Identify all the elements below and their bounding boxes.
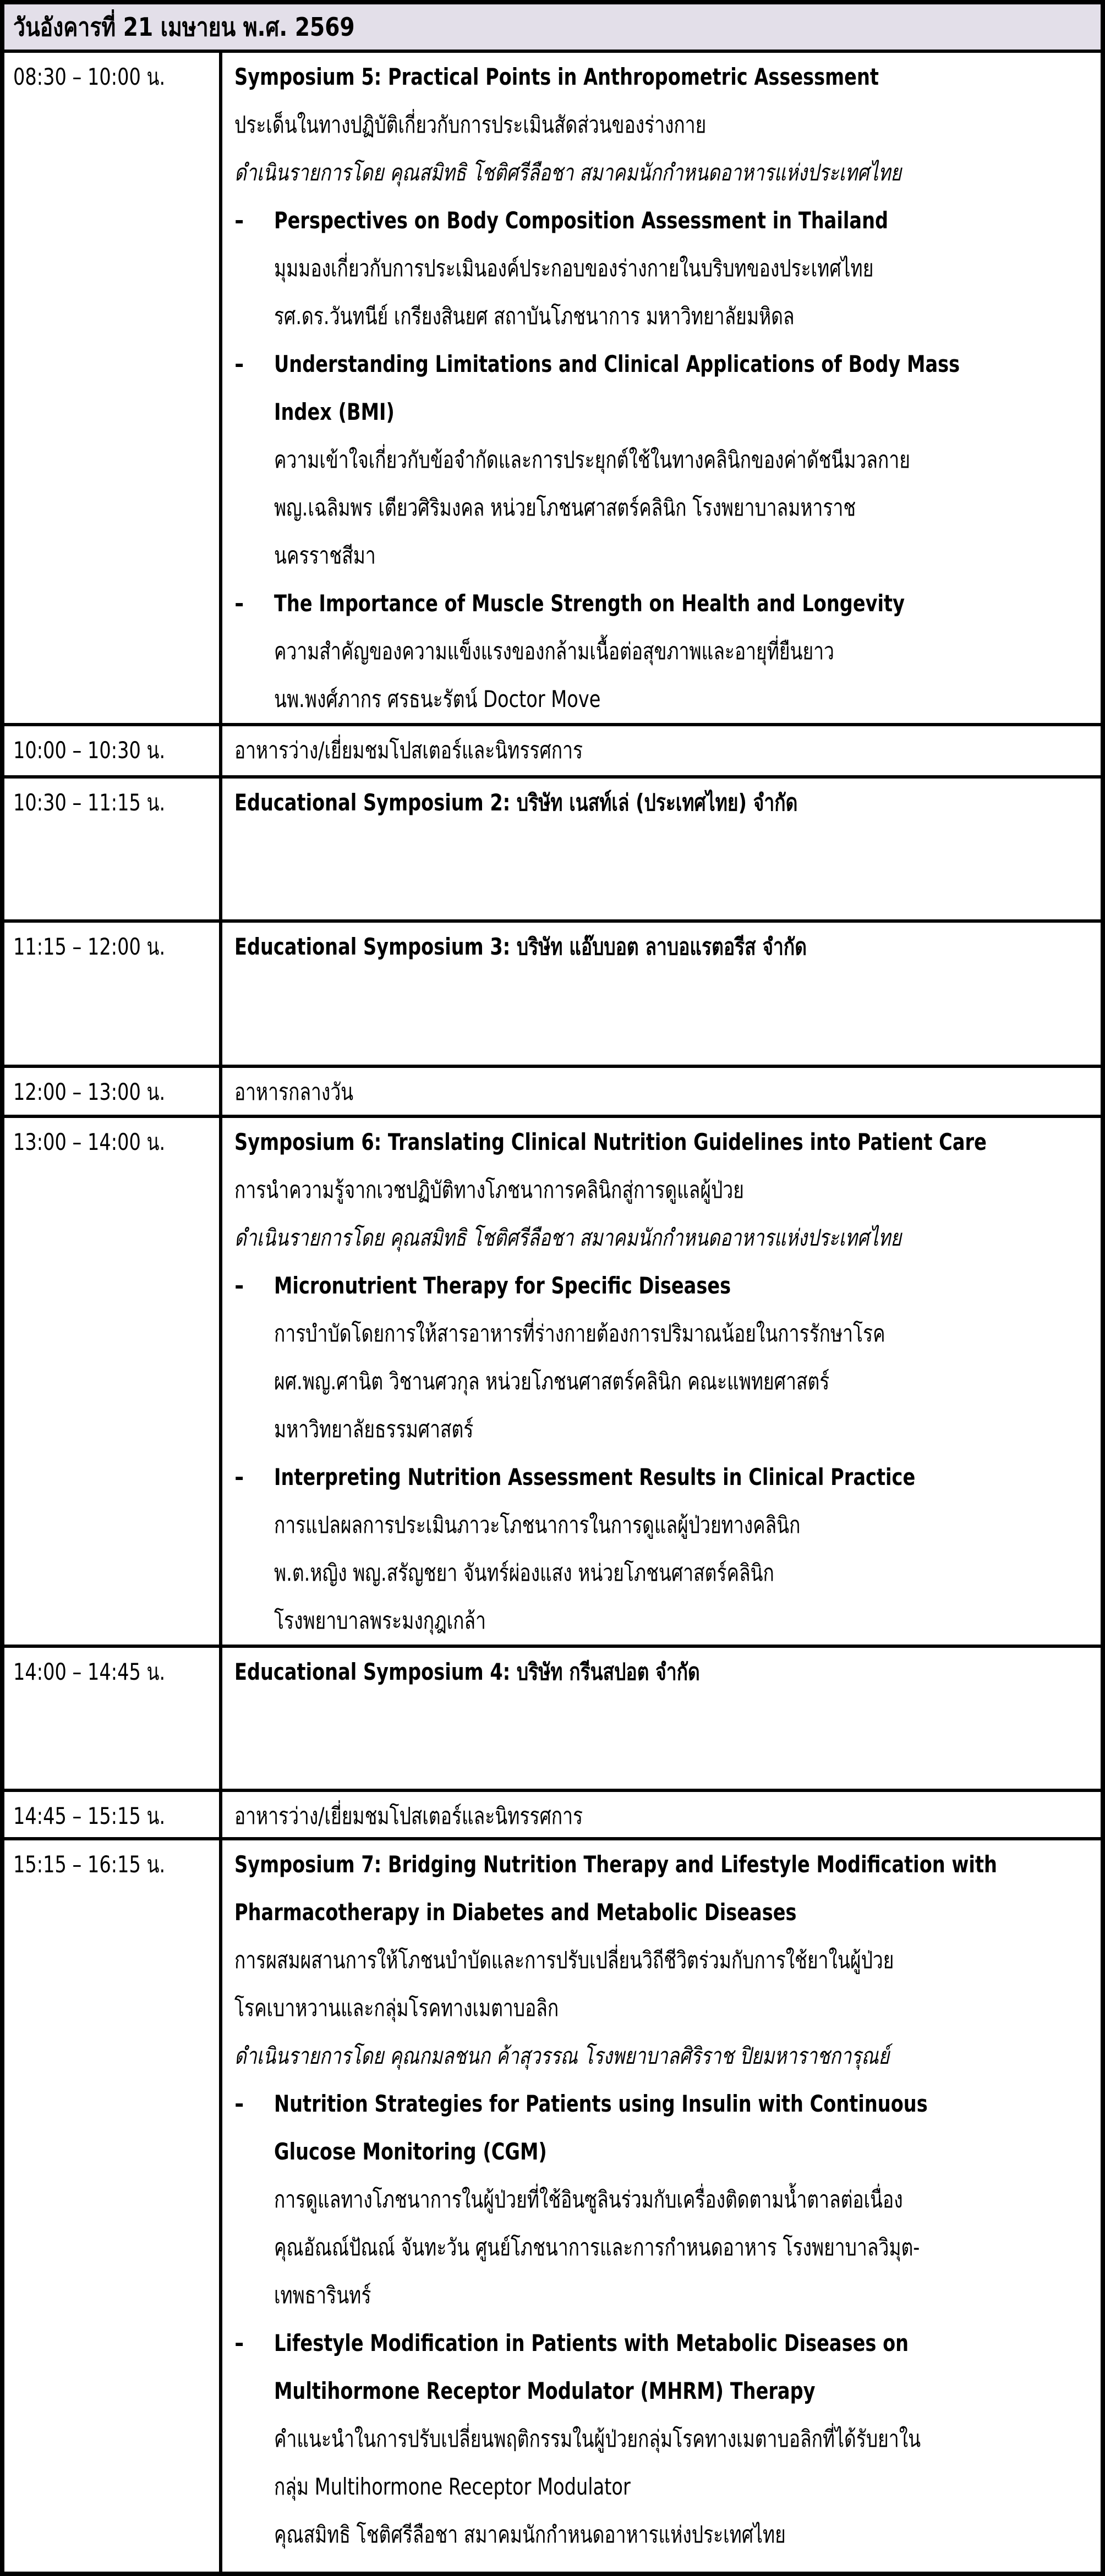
session-title: Symposium 5: Practical Points in Anthropometric Assessment	[234, 63, 879, 90]
moderator-line: ดำเนินรายการโดย คุณสมิทธิ โชติศรีลือชา สมาคมนักกำหนดอาหารแห่งประเทศไทย	[234, 1224, 902, 1251]
topic-detail-line: โรงพยาบาลพระมงกุฎเกล้า	[274, 1607, 486, 1634]
time-cell	[4, 1068, 222, 1115]
topic-detail-line-row	[234, 1309, 1101, 1357]
time-label: 10:00 – 10:30 น.	[13, 737, 166, 764]
session-subtitle-thai-row	[234, 1984, 1101, 2032]
topic-title-continuation: Multihormone Receptor Modulator (MHRM) Therapy	[274, 2377, 816, 2404]
session-subtitle-thai: การนำความรู้จากเวชปฏิบัติทางโภชนาการคลินิกสู่การดูแลผู้ป่วย	[234, 1176, 744, 1203]
topic-bullet-row	[234, 1453, 1101, 1501]
session-cell	[222, 1648, 1101, 1789]
session-subtitle-thai-row	[234, 101, 1101, 149]
time-cell	[4, 1648, 222, 1789]
session-label-row	[234, 1068, 1101, 1115]
topic-detail-line: การบำบัดโดยการให้สารอาหารที่ร่างกายต้องการปริมาณน้อยในการรักษาโรค	[274, 1320, 885, 1347]
session-cell	[222, 726, 1101, 775]
topic-bullet-row	[234, 579, 1101, 627]
topic-detail-line: กลุ่ม Multihormone Receptor Modulator	[274, 2473, 631, 2500]
topic-detail-line-row	[234, 292, 1101, 340]
schedule-row	[4, 923, 1101, 1068]
session-subtitle-thai-row	[234, 1936, 1101, 1984]
topic-detail-line-row	[234, 531, 1101, 579]
session-label-row	[234, 726, 1101, 774]
topic-bullet-row	[234, 2080, 1101, 2128]
session-subtitle-thai-row	[234, 1166, 1101, 1214]
time-label: 13:00 – 14:00 น.	[13, 1128, 166, 1155]
topic-detail-line-row	[234, 436, 1101, 484]
moderator-line-row	[234, 1214, 1101, 1262]
topic-detail-line: ผศ.พญ.ศานิต วิชานศวกุล หน่วยโภชนศาสตร์คลินิก คณะแพทยศาสตร์	[274, 1368, 830, 1395]
bullet-dash: -	[234, 207, 244, 234]
topic-detail-line-row	[234, 244, 1101, 292]
topic-detail-line-row	[234, 627, 1101, 675]
time-cell	[4, 726, 222, 775]
moderator-line: ดำเนินรายการโดย คุณสมิทธิ โชติศรีลือชา สมาคมนักกำหนดอาหารแห่งประเทศไทย	[234, 159, 902, 186]
session-cell	[222, 53, 1101, 723]
session-title: Symposium 6: Translating Clinical Nutrition Guidelines into Patient Care	[234, 1128, 987, 1155]
topic-detail-line: ความเข้าใจเกี่ยวกับข้อจำกัดและการประยุกต์ใช้ในทางคลินิกของค่าดัชนีมวลกาย	[274, 446, 910, 473]
topic-bullet: Interpreting Nutrition Assessment Results in Clinical Practice	[274, 1464, 916, 1490]
time-cell	[4, 1118, 222, 1645]
topic-title-continuation-row	[234, 388, 1101, 436]
session-cell	[222, 1118, 1101, 1645]
date-header	[4, 4, 1101, 53]
schedule-row	[4, 53, 1101, 726]
topic-detail-line: คุณสมิทธิ โชติศรีลือชา สมาคมนักกำหนดอาหารแห่งประเทศไทย	[274, 2521, 786, 2548]
schedule-row	[4, 1068, 1101, 1118]
time-label: 14:45 – 15:15 น.	[13, 1802, 166, 1829]
bullet-dash: -	[234, 1272, 244, 1299]
topic-detail-line-row	[234, 2463, 1101, 2511]
time-label: 08:30 – 10:00 น.	[13, 63, 166, 90]
topic-detail-line: คุณอัณณ์ปัณณ์ จันทะวัน ศูนย์โภชนาการและการกำหนดอาหาร โรงพยาบาลวิมุต-	[274, 2234, 920, 2261]
session-cell	[222, 923, 1101, 1065]
time-label: 12:00 – 13:00 น.	[13, 1078, 166, 1105]
session-cell	[222, 779, 1101, 919]
session-title-row	[234, 1648, 1101, 1696]
topic-detail-line-row	[234, 2415, 1101, 2463]
time-cell	[4, 1840, 222, 2572]
time-label: 10:30 – 11:15 น.	[13, 789, 166, 816]
topic-detail-line: มหาวิทยาลัยธรรมศาสตร์	[274, 1416, 474, 1443]
topic-detail-line: รศ.ดร.วันทนีย์ เกรียงสินยศ สถาบันโภชนาการ มหาวิทยาลัยมหิดล	[274, 303, 795, 330]
time-label: 11:15 – 12:00 น.	[13, 933, 166, 960]
session-title-row	[234, 779, 1101, 826]
topic-detail-line-row	[234, 2175, 1101, 2223]
topic-detail-line-row	[234, 1549, 1101, 1597]
session-label: อาหารว่าง/เยี่ยมชมโปสเตอร์และนิทรรศการ	[234, 1802, 583, 1829]
schedule-row	[4, 1792, 1101, 1840]
time-label: 15:15 – 16:15 น.	[13, 1851, 166, 1878]
session-subtitle-thai: ประเด็นในทางปฏิบัติเกี่ยวกับการประเมินสัดส่วนของร่างกาย	[234, 111, 707, 138]
date-header-label: วันอังคารที่ 21 เมษายน พ.ศ. 2569	[13, 12, 355, 42]
session-title: Educational Symposium 3: บริษัท แอ๊บบอต ลาบอแรตอรีส จำกัด	[234, 933, 807, 960]
time-cell	[4, 923, 222, 1065]
bullet-dash: -	[234, 2330, 244, 2356]
topic-bullet: Nutrition Strategies for Patients using Insulin with Continuous	[274, 2090, 928, 2117]
topic-detail-line-row	[234, 2511, 1101, 2558]
topic-title-continuation-row	[234, 2128, 1101, 2175]
session-label: อาหารว่าง/เยี่ยมชมโปสเตอร์และนิทรรศการ	[234, 737, 583, 764]
topic-title-continuation: Index (BMI)	[274, 398, 395, 425]
moderator-line-row	[234, 149, 1101, 196]
topic-detail-line: นครราชสีมา	[274, 542, 376, 569]
session-cell	[222, 1840, 1101, 2572]
session-label-row	[234, 1792, 1101, 1837]
moderator-line: ดำเนินรายการโดย คุณกมลชนก ค้าสุวรรณ โรงพยาบาลศิริราช ปิยมหาราชการุณย์	[234, 2042, 890, 2069]
session-title-continuation: Pharmacotherapy in Diabetes and Metabolic Diseases	[234, 1899, 797, 1926]
topic-detail-line: การแปลผลการประเมินภาวะโภชนาการในการดูแลผู้ป่วยทางคลินิก	[274, 1511, 801, 1538]
bullet-dash: -	[234, 2090, 244, 2117]
topic-detail-line: คำแนะนำในการปรับเปลี่ยนพฤติกรรมในผู้ป่วยกลุ่มโรคทางเมตาบอลิกที่ได้รับยาใน	[274, 2425, 921, 2452]
topic-detail-line: พ.ต.หญิง พญ.สรัญชยา จันทร์ผ่องแสง หน่วยโภชนศาสตร์คลินิก	[274, 1559, 774, 1586]
time-cell	[4, 779, 222, 919]
topic-bullet-row	[234, 2319, 1101, 2367]
session-title: Educational Symposium 2: บริษัท เนสท์เล่ (ประเทศไทย) จำกัด	[234, 789, 798, 816]
topic-detail-line-row	[234, 484, 1101, 531]
topic-bullet: Understanding Limitations and Clinical Applications of Body Mass	[274, 350, 960, 377]
session-subtitle-thai: การผสมผสานการให้โภชนบำบัดและการปรับเปลี่ยนวิถีชีวิตร่วมกับการใช้ยาในผู้ป่วย	[234, 1947, 894, 1974]
topic-bullet: Lifestyle Modification in Patients with Metabolic Diseases on	[274, 2330, 909, 2356]
topic-detail-line: เทพธารินทร์	[274, 2282, 371, 2309]
session-title-continuation-row	[234, 1888, 1101, 1936]
topic-title-continuation-row	[234, 2367, 1101, 2415]
schedule-row	[4, 1840, 1101, 2572]
session-title-row	[234, 1840, 1101, 1888]
topic-detail-line-row	[234, 1357, 1101, 1405]
topic-detail-line-row	[234, 1597, 1101, 1645]
session-title-row	[234, 53, 1101, 101]
session-cell	[222, 1068, 1101, 1115]
bullet-dash: -	[234, 1464, 244, 1490]
time-cell	[4, 53, 222, 723]
topic-detail-line: มุมมองเกี่ยวกับการประเมินองค์ประกอบของร่างกายในบริบทของประเทศไทย	[274, 255, 874, 282]
topic-detail-line-row	[234, 675, 1101, 723]
topic-detail-line-row	[234, 1405, 1101, 1453]
time-cell	[4, 1792, 222, 1837]
bullet-dash: -	[234, 590, 244, 617]
topic-detail-line-row	[234, 2223, 1101, 2271]
session-title-row	[234, 923, 1101, 971]
topic-bullet-row	[234, 1262, 1101, 1309]
topic-bullet-row	[234, 196, 1101, 244]
schedule-rows	[4, 53, 1101, 2572]
session-subtitle-thai: โรคเบาหวานและกลุ่มโรคทางเมตาบอลิก	[234, 1994, 559, 2021]
session-title: Educational Symposium 4: บริษัท กรีนสปอต จำกัด	[234, 1658, 700, 1685]
topic-detail-line-row	[234, 1501, 1101, 1549]
topic-bullet: The Importance of Muscle Strength on Health and Longevity	[274, 590, 905, 617]
schedule-row	[4, 1118, 1101, 1648]
moderator-line-row	[234, 2032, 1101, 2080]
session-title: Symposium 7: Bridging Nutrition Therapy and Lifestyle Modification with	[234, 1851, 997, 1878]
topic-detail-line: การดูแลทางโภชนาการในผู้ป่วยที่ใช้อินซูลินร่วมกับเครื่องติดตามน้ำตาลต่อเนื่อง	[274, 2186, 903, 2213]
topic-detail-line: พญ.เฉลิมพร เตียวศิริมงคล หน่วยโภชนศาสตร์คลินิก โรงพยาบาลมหาราช	[274, 494, 856, 521]
topic-detail-line: นพ.พงศ์ภากร ศรธนะรัตน์ Doctor Move	[274, 686, 601, 712]
topic-title-continuation: Glucose Monitoring (CGM)	[274, 2138, 547, 2165]
session-cell	[222, 1792, 1101, 1837]
topic-bullet: Micronutrient Therapy for Specific Diseases	[274, 1272, 731, 1299]
topic-detail-line: ความสำคัญของความแข็งแรงของกล้ามเนื้อต่อสุขภาพและอายุที่ยืนยาว	[274, 638, 834, 665]
topic-bullet: Perspectives on Body Composition Assessment in Thailand	[274, 207, 889, 234]
topic-bullet-row	[234, 340, 1101, 388]
schedule-row	[4, 726, 1101, 779]
session-title-row	[234, 1118, 1101, 1166]
bullet-dash: -	[234, 350, 244, 377]
schedule-row	[4, 779, 1101, 923]
time-label: 14:00 – 14:45 น.	[13, 1658, 166, 1685]
schedule-row	[4, 1648, 1101, 1792]
topic-detail-line-row	[234, 2271, 1101, 2319]
session-label: อาหารกลางวัน	[234, 1078, 354, 1105]
